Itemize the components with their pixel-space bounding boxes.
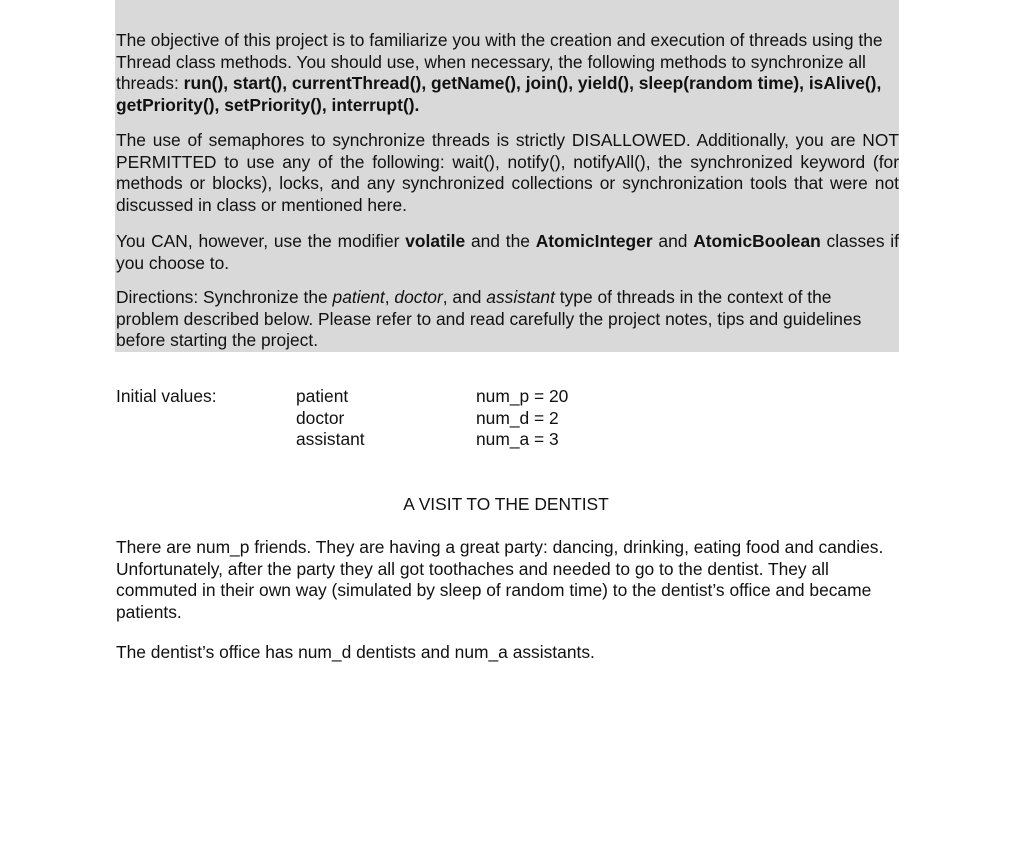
- allowed-text-post: classes if you choose to.: [116, 231, 899, 273]
- thread-methods-list: run(), start(), currentThread(), getName(), join(), yield(), sleep(random time), isAlive(), getPriority(), setPriority(), interrupt().: [116, 73, 882, 115]
- atomic-integer-keyword: AtomicInteger: [535, 231, 653, 251]
- directions-comma: ,: [384, 287, 395, 307]
- initial-values-values: [476, 386, 568, 451]
- initial-values-label: Initial values:: [116, 386, 217, 406]
- allowed-text-and: and: [652, 231, 694, 251]
- thread-type-name: patient: [296, 386, 349, 406]
- thread-count-value: num_a = 3: [476, 429, 559, 449]
- allowed-text-mid: and the: [465, 231, 536, 251]
- doctor-term: doctor: [394, 287, 443, 307]
- objective-text: The objective of this project is to familiarize you with the creation and execution of threads using the Thread class methods. You should use, when necessary, the following methods to synchronize all threads:: [116, 30, 883, 93]
- assistant-term: assistant: [486, 287, 555, 307]
- directions-and: , and: [442, 287, 487, 307]
- objective-paragraph: [116, 30, 899, 116]
- thread-count-value: num_p = 20: [476, 386, 569, 406]
- section-title: A VISIT TO THE DENTIST: [403, 494, 609, 514]
- thread-type-name: assistant: [296, 429, 365, 449]
- atomic-boolean-keyword: AtomicBoolean: [693, 231, 821, 251]
- allowed-text-pre: You CAN, however, use the modifier: [116, 231, 406, 251]
- allowed-tools-paragraph: [116, 231, 899, 274]
- restrictions-paragraph: The use of semaphores to synchronize threads is strictly DISALLOWED. Additionally, you are NOT PERMITTED to use any of the following: wait(), notify(), notifyAll(), the synchronized keyword (for methods or blocks), locks, and any synchronized collections or synchronization tools that were not discussed in class or mentioned here.: [116, 130, 899, 215]
- directions-text-pre: Directions: Synchronize the: [116, 287, 333, 307]
- thread-type-name: doctor: [296, 407, 345, 428]
- directions-text-post: type of threads in the context of the problem described below. Please refer to and read carefully the project notes, tips and guidelines before starting the project.: [116, 287, 862, 350]
- volatile-keyword: volatile: [405, 231, 466, 251]
- thread-count-value: num_d = 2: [476, 407, 559, 428]
- directions-paragraph: [116, 287, 899, 352]
- story-paragraph-2: The dentist’s office has num_d dentists and num_a assistants.: [116, 642, 595, 662]
- patient-term: patient: [332, 287, 385, 307]
- story-paragraph-1: There are num_p friends. They are having a great party: dancing, drinking, eating food and candies. Unfortunately, after the party they all got toothaches and needed to go to the dentist. They all commuted in their own way (simulated by sleep of random time) to the dentist’s office and became patients.: [116, 537, 884, 622]
- initial-values-names: [296, 386, 365, 451]
